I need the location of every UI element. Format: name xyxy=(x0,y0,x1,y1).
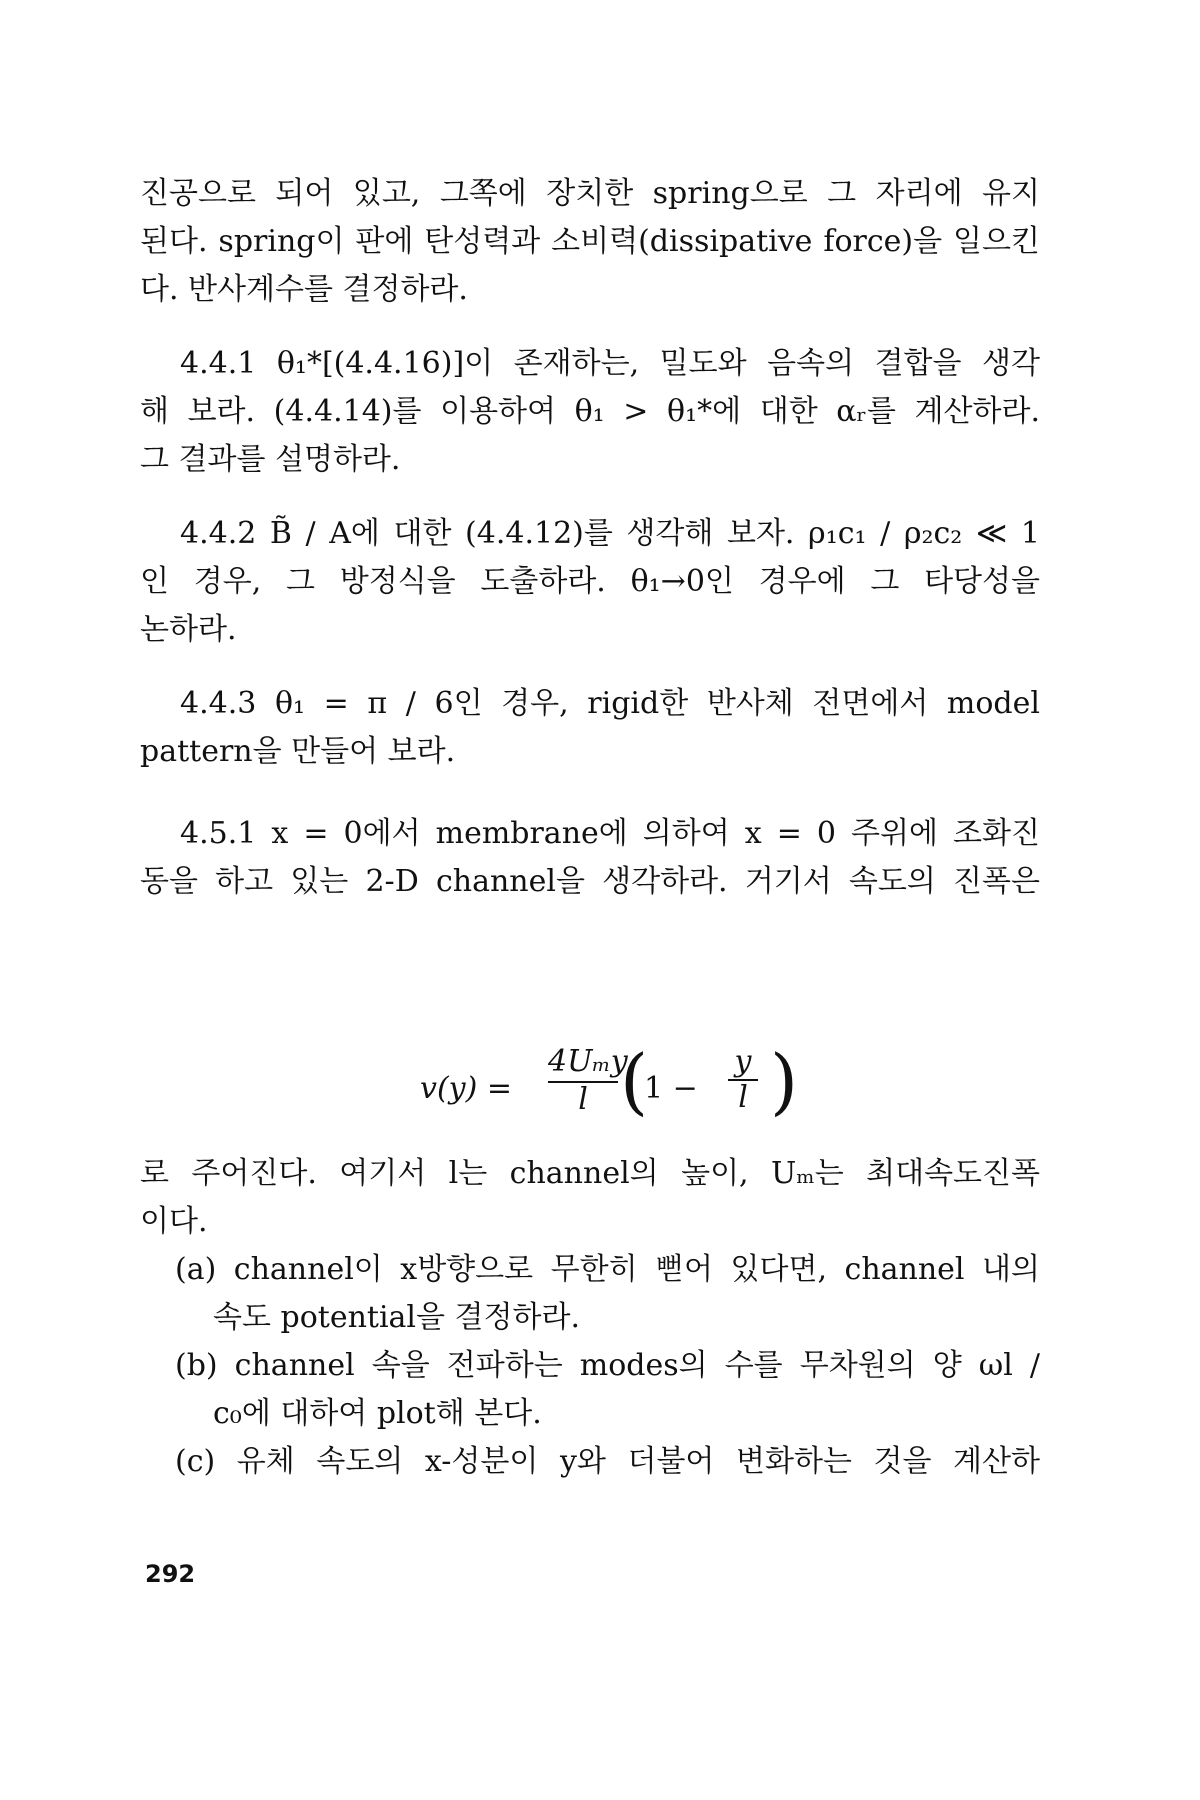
text-line: (b) channel 속을 전파하는 modes의 수를 무차원의 양 ωl / xyxy=(175,1348,1040,1383)
formula-small-denominator: l xyxy=(738,1080,748,1115)
text-line: c₀에 대하여 plot해 본다. xyxy=(213,1396,542,1431)
left-parenthesis: ( xyxy=(620,1039,649,1123)
velocity-formula xyxy=(420,1039,820,1135)
text-line: 4.4.3 θ₁ = π / 6인 경우, rigid한 반사체 전면에서 model xyxy=(180,686,1040,721)
formula-denominator: l xyxy=(578,1082,588,1117)
right-parenthesis: ) xyxy=(770,1039,799,1123)
text-line: 속도 potential을 결정하라. xyxy=(213,1300,580,1335)
intro-paragraph xyxy=(140,170,1040,314)
formula-numerator: 4Uₘy xyxy=(548,1045,618,1083)
text-line: 4.4.1 θ₁*[(4.4.16)]이 존재하는, 밀도와 음속의 결합을 생각 xyxy=(180,346,1040,381)
sub-item-c xyxy=(175,1438,1040,1486)
text-line: 논하라. xyxy=(140,612,237,647)
text-line: 동을 하고 있는 2-D channel을 생각하라. 거기서 속도의 진폭은 xyxy=(140,864,1040,899)
text-line: 다. 반사계수를 결정하라. xyxy=(140,272,468,307)
sub-item-a xyxy=(175,1246,1040,1342)
text-line: (c) 유체 속도의 x-성분이 y와 더불어 변화하는 것을 계산하 xyxy=(175,1444,1040,1479)
formula-fraction xyxy=(548,1044,628,1117)
text-line: 4.4.2 B̃ / A에 대한 (4.4.12)를 생각해 보자. ρ₁c₁ / ρ₂c₂ ≪ 1 xyxy=(180,516,1040,551)
text-line: 로 주어진다. 여기서 l는 channel의 높이, Uₘ는 최대속도진폭 xyxy=(140,1156,1040,1191)
problem-4-4-3 xyxy=(140,680,1040,776)
text-line: 이다. xyxy=(140,1204,208,1239)
text-line: 진공으로 되어 있고, 그쪽에 장치한 spring으로 그 자리에 유지 xyxy=(140,176,1040,211)
formula-lhs: v(y) = xyxy=(420,1071,512,1106)
formula-explanation xyxy=(140,1150,1040,1246)
text-line: pattern을 만들어 보라. xyxy=(140,734,456,769)
formula-small-numerator: y xyxy=(728,1045,758,1081)
problem-4-5-1 xyxy=(140,810,1040,906)
text-line: 인 경우, 그 방정식을 도출하라. θ₁→0인 경우에 그 타당성을 xyxy=(140,564,1040,599)
text-line: 해 보라. (4.4.14)를 이용하여 θ₁ > θ₁*에 대한 αᵣ를 계산하라. xyxy=(140,394,1040,429)
formula-parenthesized-term xyxy=(620,1039,800,1129)
text-line: 그 결과를 설명하라. xyxy=(140,442,401,477)
text-line: 4.5.1 x = 0에서 membrane에 의하여 x = 0 주위에 조화진 xyxy=(180,816,1040,851)
formula-small-fraction xyxy=(728,1045,758,1115)
page-number: 292 xyxy=(145,1560,196,1588)
text-line: 된다. spring이 판에 탄성력과 소비력(dissipative force)을 일으킨 xyxy=(140,224,1040,259)
sub-item-b xyxy=(175,1342,1040,1438)
text-line: (a) channel이 x방향으로 무한히 뻗어 있다면, channel 내의 xyxy=(175,1252,1040,1287)
problem-4-4-1 xyxy=(140,340,1040,484)
formula-one-minus: 1 − xyxy=(644,1071,698,1106)
problem-4-4-2 xyxy=(140,510,1040,654)
